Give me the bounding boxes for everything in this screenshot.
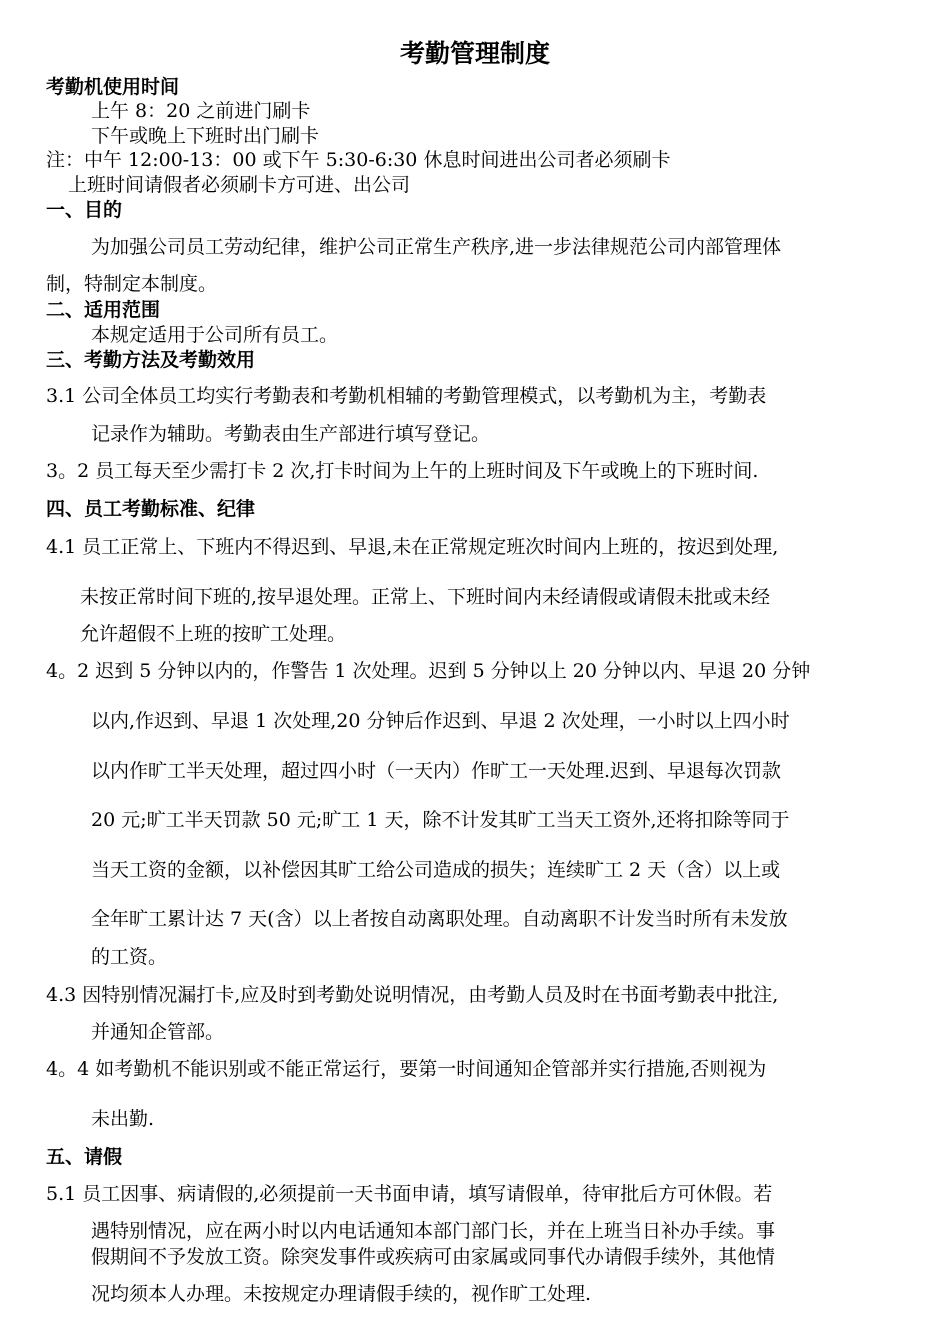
usage-note: 注：中午 12:00-13：00 或下午 5:30-6:30 休息时间进出公司者必须刷卡 xyxy=(46,149,671,171)
clause-line: 记录作为辅助。考勤表由生产部进行填写登记。 xyxy=(91,423,491,445)
clause-line: 允许超假不上班的按旷工处理。 xyxy=(80,623,347,645)
paragraph-line: 为加强公司员工劳动纪律，维护公司正常生产秩序,进一步法律规范公司内部管理体 xyxy=(91,236,782,258)
paragraph-line: 制，特制定本制度。 xyxy=(46,273,218,295)
clause-line: 以内,作迟到、早退 1 次处理,20 分钟后作迟到、早退 2 次处理，一小时以上四小时 xyxy=(91,710,790,732)
document-title: 考勤管理制度 xyxy=(399,39,550,68)
section-heading-scope: 二、适用范围 xyxy=(46,299,161,321)
clause-line: 未出勤. xyxy=(91,1108,155,1130)
clause-line: 4.1 员工正常上、下班内不得迟到、早退,未在正常规定班次时间内上班的，按迟到处理, xyxy=(46,536,779,558)
clause-line: 并通知企管部。 xyxy=(91,1021,225,1043)
clause-line: 假期间不予发放工资。除突发事件或疾病可由家属或同事代办请假手续外，其他情 xyxy=(91,1246,776,1268)
section-heading-attendance-method: 三、考勤方法及考勤效用 xyxy=(46,349,256,371)
clause-line: 4。4 如考勤机不能识别或不能正常运行，要第一时间通知企管部并实行措施,否则视为 xyxy=(46,1058,767,1080)
section-heading-purpose: 一、目的 xyxy=(46,199,123,221)
usage-line: 上午 8：20 之前进门刷卡 xyxy=(91,100,311,122)
clause-line: 以内作旷工半天处理，超过四小时（一天内）作旷工一天处理.迟到、早退每次罚款 xyxy=(91,760,782,782)
paragraph-line: 本规定适用于公司所有员工。 xyxy=(91,324,339,346)
clause-line: 况均须本人办理。未按规定办理请假手续的，视作旷工处理. xyxy=(91,1283,592,1305)
clause-line: 20 元;旷工半天罚款 50 元;旷工 1 天，除不计发其旷工当天工资外,还将扣除等同于 xyxy=(91,809,790,831)
clause-line: 5.1 员工因事、病请假的,必须提前一天书面申请，填写请假单，待审批后方可休假。若 xyxy=(46,1183,773,1205)
clause-line: 4。2 迟到 5 分钟以内的，作警告 1 次处理。迟到 5 分钟以上 20 分钟以内、早退 20 分钟 xyxy=(46,660,811,682)
clause-line: 的工资。 xyxy=(91,946,168,968)
clause-line: 当天工资的金额，以补偿因其旷工给公司造成的损失；连续旷工 2 天（含）以上或 xyxy=(91,859,781,881)
clause-line: 3。2 员工每天至少需打卡 2 次,打卡时间为上午的上班时间及下午或晚上的下班时间. xyxy=(46,460,759,482)
clause-line: 遇特别情况，应在两小时以内电话通知本部门部门长，并在上班当日补办手续。事 xyxy=(91,1220,776,1242)
clause-line: 全年旷工累计达 7 天(含）以上者按自动离职处理。自动离职不计发当时所有未发放 xyxy=(91,908,788,930)
clause-line: 未按正常时间下班的,按早退处理。正常上、下班时间内未经请假或请假未批或未经 xyxy=(80,586,771,608)
section-heading-leave: 五、请假 xyxy=(46,1146,123,1168)
clause-line: 4.3 因特别情况漏打卡,应及时到考勤处说明情况，由考勤人员及时在书面考勤表中批注, xyxy=(46,984,779,1006)
usage-note: 上班时间请假者必须刷卡方可进、出公司 xyxy=(68,174,411,196)
usage-heading: 考勤机使用时间 xyxy=(46,76,180,98)
section-heading-attendance-rules: 四、员工考勤标准、纪律 xyxy=(46,498,256,520)
usage-line: 下午或晚上下班时出门刷卡 xyxy=(91,125,320,147)
clause-line: 3.1 公司全体员工均实行考勤表和考勤机相辅的考勤管理模式，以考勤机为主，考勤表 xyxy=(46,385,767,407)
